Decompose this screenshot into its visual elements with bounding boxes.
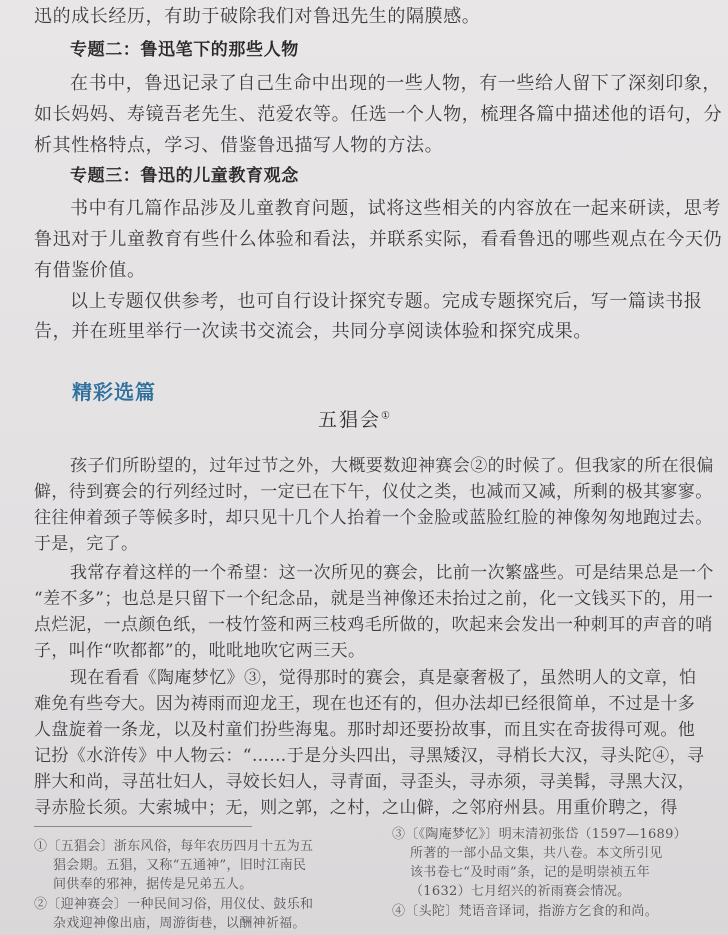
text-line-5: 我常存着这样的一个希望：这一次所见的赛会，比前一次繁盛些。可是结果总是一个: [70, 563, 714, 583]
footnote-divider: [34, 826, 252, 827]
text-line-14: 寻赤脸长须。大索城中；无，则之郭，之村，之山僻，之邻府州县。用重价聘之，得: [34, 798, 678, 818]
intro-line-8: 以上专题仅供参考，也可自行设计探究专题。完成专题探究后，写一篇读书报: [70, 291, 703, 312]
intro-line-4: 析其性格特点，学习、借鉴鲁迅描写人物的方法。: [34, 135, 444, 156]
text-line-6: “差不多”；也总是只留下一个纪念品，就是当神像还未抬过之前，化一文钱买下的，用一: [34, 589, 714, 609]
text-line-7: 点烂泥，一点颜色纸，一枝竹签和两三枝鸡毛所做的，吹起来会发出一种刺耳的声音的哨: [34, 615, 713, 635]
intro-line-6: 鲁迅对于儿童教育有些什么体验和看法，并联系实际，看看鲁迅的哪些观点在今天仍: [34, 229, 723, 250]
topic-3-heading: 专题三：鲁迅的儿童教育观念: [70, 166, 299, 186]
piece-title: [318, 405, 392, 432]
footnote-left-1: ①〔五猖会〕浙东风俗，每年农历四月十五为五: [34, 839, 314, 854]
text-line-4: 于是，完了。: [34, 534, 139, 554]
footnote-left-4: ②〔迎神赛会〕一种民间习俗，用仪仗、鼓乐和: [34, 897, 314, 912]
piece-title-note: ①: [381, 410, 392, 422]
footnote-right-3: 该书卷七“及时雨”条，记的是明崇祯五年: [410, 865, 650, 880]
text-line-12: 记扮《水浒传》中人物云：“……于是分头四出，寻黑矮汉，寻梢长大汉，寻头陀④，寻: [34, 746, 705, 766]
footnote-left-2: 猖会期。五猖，又称“五通神”，旧时江南民: [53, 858, 307, 873]
intro-line-9: 告，并在班里举行一次读书交流会，共同分享阅读体验和探究成果。: [34, 321, 592, 342]
intro-line-2: 在书中，鲁迅记录了自己生命中出现的一些人物，有一些给人留下了深刻印象，: [70, 73, 721, 94]
footnote-left-5: 杂戏迎神像出庙，周游街巷，以酬神祈福。: [53, 916, 306, 931]
intro-line-5: 书中有几篇作品涉及儿童教育问题，试将这些相关的内容放在一起来研读，思考: [70, 198, 721, 219]
text-line-1: 孩子们所盼望的，过年过节之外，大概要数迎神赛会②的时候了。但我家的所在很偏: [70, 456, 714, 476]
text-line-10: 难免有些夸大。因为祷雨而迎龙王，现在也还有的，但办法却已经很简单，不过是十多: [34, 694, 696, 714]
footnote-right-5: ④〔头陀〕梵语音译词，指游方乞食的和尚。: [392, 904, 659, 919]
intro-line-3: 如长妈妈、寿镜吾老先生、范爱农等。任选一个人物，梳理各篇中描述他的语句，分: [34, 104, 723, 125]
footnote-right-2: 所著的一部小品文集，共八卷。本文所引见: [410, 846, 663, 861]
intro-line-1: 迅的成长经历，有助于破除我们对鲁迅先生的隔膜感。: [34, 6, 481, 27]
topic-2-heading: 专题二：鲁迅笔下的那些人物: [70, 40, 299, 60]
text-line-3: 往往伸着颈子等候多时，却只见十几个人抬着一个金脸或蓝脸红脸的神像匆匆地跑过去。: [34, 508, 713, 528]
intro-line-7: 有借鉴价值。: [34, 260, 146, 281]
text-line-11: 人盘旋着一条龙，以及村童们扮些海鬼。那时却还要扮故事，而且实在奇拔得可观。他: [34, 720, 696, 740]
footnote-right-4: （1632）七月绍兴的祈雨赛会情况。: [410, 884, 631, 899]
section-heading: 精彩选篇: [72, 380, 156, 404]
footnote-left-3: 间供奉的邪神，据传是兄弟五人。: [53, 877, 253, 892]
text-line-13: 胖大和尚，寻茁壮妇人，寻姣长妇人，寻青面，寻歪头，寻赤须，寻美髯，寻黑大汉，: [34, 772, 696, 792]
footnote-right-1: ③〔《陶庵梦忆》〕明末清初张岱（1597—1689）: [392, 827, 687, 842]
text-line-2: 僻，待到赛会的行列经过时，一定已在下午，仪仗之类，也减而又减，所剩的极其寥寥。: [34, 482, 713, 502]
piece-title-text: 五猖会: [318, 409, 382, 431]
text-line-8: 子，叫作“吹都都”的，吡吡地吹它两三天。: [34, 641, 366, 661]
text-line-9: 现在看看《陶庵梦忆》③，觉得那时的赛会，真是豪奢极了，虽然明人的文章，怕: [70, 668, 697, 688]
